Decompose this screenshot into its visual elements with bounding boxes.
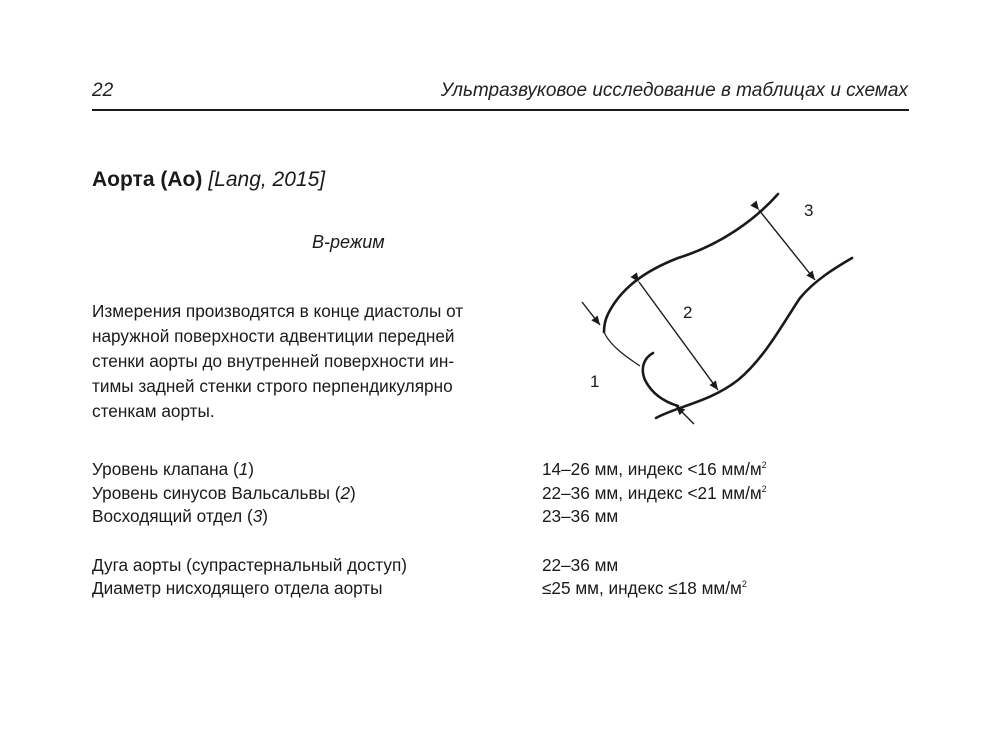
measure-2-line — [639, 282, 718, 390]
measure-1-arrow-bottom — [676, 406, 694, 424]
section-title-name: Аорта (Ао) — [92, 168, 203, 191]
description-line: Измерения производятся в конце диастолы от — [92, 301, 464, 321]
measurement-value: 22–36 мм, индекс <21 $мм/м^2$ — [542, 482, 767, 503]
header-rule — [92, 109, 909, 111]
valve-leaflet — [604, 332, 640, 366]
running-title: Ультразвуковое исследование в таблицах и схемах — [440, 80, 908, 101]
posterior-sinus — [643, 353, 678, 406]
measurement-value: 22–36 мм — [542, 554, 619, 575]
description-line: тимы задней стенки строго перпендикулярно — [92, 376, 453, 396]
diagram-label-1: 1 — [590, 372, 600, 391]
measurement-row — [92, 482, 832, 506]
section-title — [92, 168, 325, 192]
aorta-diagram — [560, 180, 880, 440]
measurement-label: Диаметр нисходящего отдела аорты — [92, 578, 383, 598]
page-number: 22 — [92, 80, 114, 101]
table-gap — [92, 529, 832, 554]
diagram-label-3: 3 — [804, 201, 814, 220]
measurements-table — [92, 458, 832, 601]
diagram-label-2: 2 — [683, 303, 693, 322]
section-reference: [Lang, 2015] — [208, 168, 326, 191]
measurement-label: Уровень синусов Вальсальвы (2) — [92, 482, 356, 503]
measure-3-line — [759, 210, 815, 280]
measurement-label: Уровень клапана (1) — [92, 459, 254, 479]
description-paragraph — [92, 299, 542, 424]
measurement-row — [92, 577, 832, 601]
measurement-label: Восходящий отдел (3) — [92, 506, 268, 526]
measurement-row — [92, 458, 832, 482]
measurement-value: ≤25 мм, индекс ≤18 $мм/м^2$ — [542, 578, 747, 598]
measurement-row — [92, 505, 832, 529]
description-line: стенки аорты до внутренней поверхности ин- — [92, 351, 455, 371]
description-line: наружной поверхности адвентиции передней — [92, 326, 455, 346]
measurement-label: Дуга аорты (супрастернальный доступ) — [92, 554, 407, 575]
measurement-value: 14–26 мм, индекс <16 $мм/м^2$ — [542, 459, 767, 479]
description-line: стенкам аорты. — [92, 401, 215, 421]
measurement-value: 23–36 мм — [542, 506, 619, 526]
posterior-wall — [656, 258, 852, 418]
mode-label: В-режим — [312, 232, 385, 252]
measure-1-arrow-top — [582, 302, 600, 325]
measurement-row — [92, 554, 832, 578]
